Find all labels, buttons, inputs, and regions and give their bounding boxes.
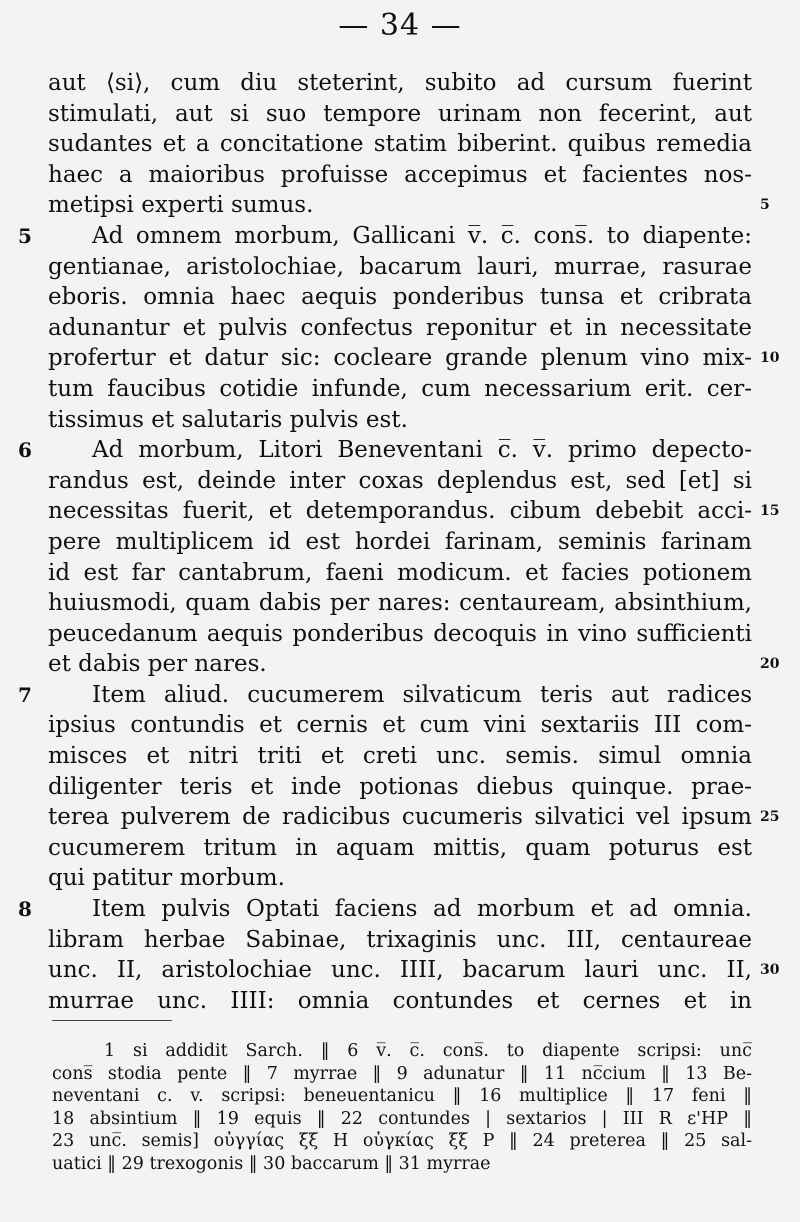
line-text: diligenter teris et inde potionas diebus quinque. prae- <box>48 773 752 800</box>
text-line <box>48 252 752 283</box>
text-line <box>48 527 752 558</box>
line-count-marker: 5 <box>760 197 770 214</box>
text-line <box>48 558 752 589</box>
line-count-marker: 30 <box>760 962 780 979</box>
line-text: misces et nitri triti et creti unc. semis. simul omnia <box>48 743 752 770</box>
footnote-line: 1 si addidit Sarch. ‖ 6 v̅. c̅. cons̅. to diapente scripsi: unc̅ <box>104 1041 752 1061</box>
line-text: Ad morbum, Litori Beneventani c̅. v̅. primo depecto- <box>92 437 752 464</box>
text-line <box>48 710 752 741</box>
text-line <box>18 680 752 711</box>
text-line <box>48 955 780 986</box>
line-text: terea pulverem de radicibus cucumeris silvatici vel ipsum <box>48 804 752 831</box>
line-text: sudantes et a concitatione statim biberint. quibus remedia <box>48 131 752 158</box>
text-line <box>48 68 752 99</box>
line-text: aut ⟨si⟩, cum diu steterint, subito ad cursum fuerint <box>48 70 752 96</box>
paragraph-number: 5 <box>18 223 32 248</box>
text-line <box>18 894 752 925</box>
line-text: murrae unc. IIII: omnia contundes et cernes et in <box>48 987 752 1014</box>
line-text: eboris. omnia haec aequis ponderibus tunsa et cribrata <box>48 284 752 311</box>
line-text: tum faucibus cotidie infunde, cum necessarium erit. cer- <box>48 375 752 402</box>
line-text: haec a maioribus profuisse accepimus et facientes nos- <box>48 161 752 188</box>
text-line <box>48 405 752 436</box>
line-text: huiusmodi, quam dabis per nares: centauream, absinthium, <box>48 590 752 617</box>
text-line <box>18 221 752 252</box>
line-text: et dabis per nares. <box>48 651 267 678</box>
line-text: stimulati, aut si suo tempore urinam non fecerint, aut <box>48 100 752 127</box>
text-line <box>48 986 752 1017</box>
text-line <box>18 435 752 466</box>
text-line <box>48 619 752 650</box>
line-text: gentianae, aristolochiae, bacarum lauri, murrae, rasurae <box>48 253 752 280</box>
text-line <box>48 374 752 405</box>
line-text: adunantur et pulvis confectus reponitur et in necessitate <box>48 314 752 341</box>
line-count-marker: 15 <box>760 503 780 520</box>
apparatus-footnotes <box>52 1040 752 1176</box>
text-line <box>48 741 752 772</box>
main-text <box>18 68 780 1016</box>
text-line <box>48 863 752 894</box>
text-line <box>48 129 752 160</box>
line-text: Ad omnem morbum, Gallicani v̅. c̅. cons̅. to diapente: <box>92 222 752 249</box>
text-line <box>48 496 780 527</box>
text-line <box>48 772 752 803</box>
text-line <box>48 649 780 680</box>
line-text: tissimus et salutaris pulvis est. <box>48 406 408 433</box>
line-text: peucedanum aequis ponderibus decoquis in vino sufficienti <box>48 620 752 647</box>
text-line <box>48 925 752 956</box>
footnote-line: neventani c. v. scripsi: beneuentanicu ‖ 16 multiplice ‖ 17 feni ‖ <box>52 1086 752 1107</box>
footnote-line: cons̅ stodia pente ‖ 7 myrrae ‖ 9 adunatur ‖ 11 nc̅cium ‖ 13 Be- <box>52 1063 752 1084</box>
line-text: Item pulvis Optati faciens ad morbum et ad omnia. <box>92 896 752 923</box>
line-count-marker: 25 <box>760 809 780 826</box>
footnote-line: uatici ‖ 29 trexogonis ‖ 30 baccarum ‖ 31 myrrae <box>52 1153 491 1174</box>
page-number: — 34 — <box>338 8 462 43</box>
text-line <box>48 282 752 313</box>
line-text: Item aliud. cucumerem silvaticum teris aut radices <box>92 681 752 708</box>
line-text: necessitas fuerit, et detemporandus. cibum debebit acci- <box>48 498 752 525</box>
line-text: libram herbae Sabinae, trixaginis unc. III, centaureae <box>48 926 752 953</box>
text-line <box>48 802 780 833</box>
line-text: ipsius contundis et cernis et cum vini sextariis III com- <box>48 712 752 739</box>
text-line <box>48 313 752 344</box>
text-line <box>48 343 780 374</box>
line-text: unc. II, aristolochiae unc. IIII, bacarum lauri unc. II, <box>48 957 752 984</box>
text-line <box>48 466 752 497</box>
paragraph-number: 8 <box>18 897 32 922</box>
line-text: cucumerem tritum in aquam mittis, quam poturus est <box>48 834 752 861</box>
line-text: profertur et datur sic: cocleare grande plenum vino mix- <box>48 345 752 372</box>
footnote-line: 23 unc̅. semis] οὐγγίας ξ̅ξ̅ H οὐγκίας ξ̅ξ̅ P ‖ 24 preterea ‖ 25 sal- <box>52 1131 752 1152</box>
text-line <box>48 190 770 221</box>
line-text: id est far cantabrum, faeni modicum. et facies potionem <box>48 559 752 586</box>
text-line <box>48 99 752 130</box>
line-text: randus est, deinde inter coxas deplendus est, sed [et] si <box>48 467 752 494</box>
line-text: metipsi experti sumus. <box>48 192 314 219</box>
line-count-marker: 10 <box>760 350 780 367</box>
line-text: pere multiplicem id est hordei farinam, seminis farinam <box>48 528 752 555</box>
line-text: qui patitur morbum. <box>48 865 285 892</box>
footnote-line: 18 absintium ‖ 19 equis ‖ 22 contundes | sextarios | III R ε'HP ‖ <box>52 1108 752 1129</box>
text-line <box>48 588 752 619</box>
footnote-rule <box>52 1020 172 1021</box>
text-line <box>48 160 752 191</box>
paragraph-number: 6 <box>18 438 32 463</box>
text-line <box>48 833 752 864</box>
paragraph-number: 7 <box>18 682 32 707</box>
line-count-marker: 20 <box>760 656 780 673</box>
